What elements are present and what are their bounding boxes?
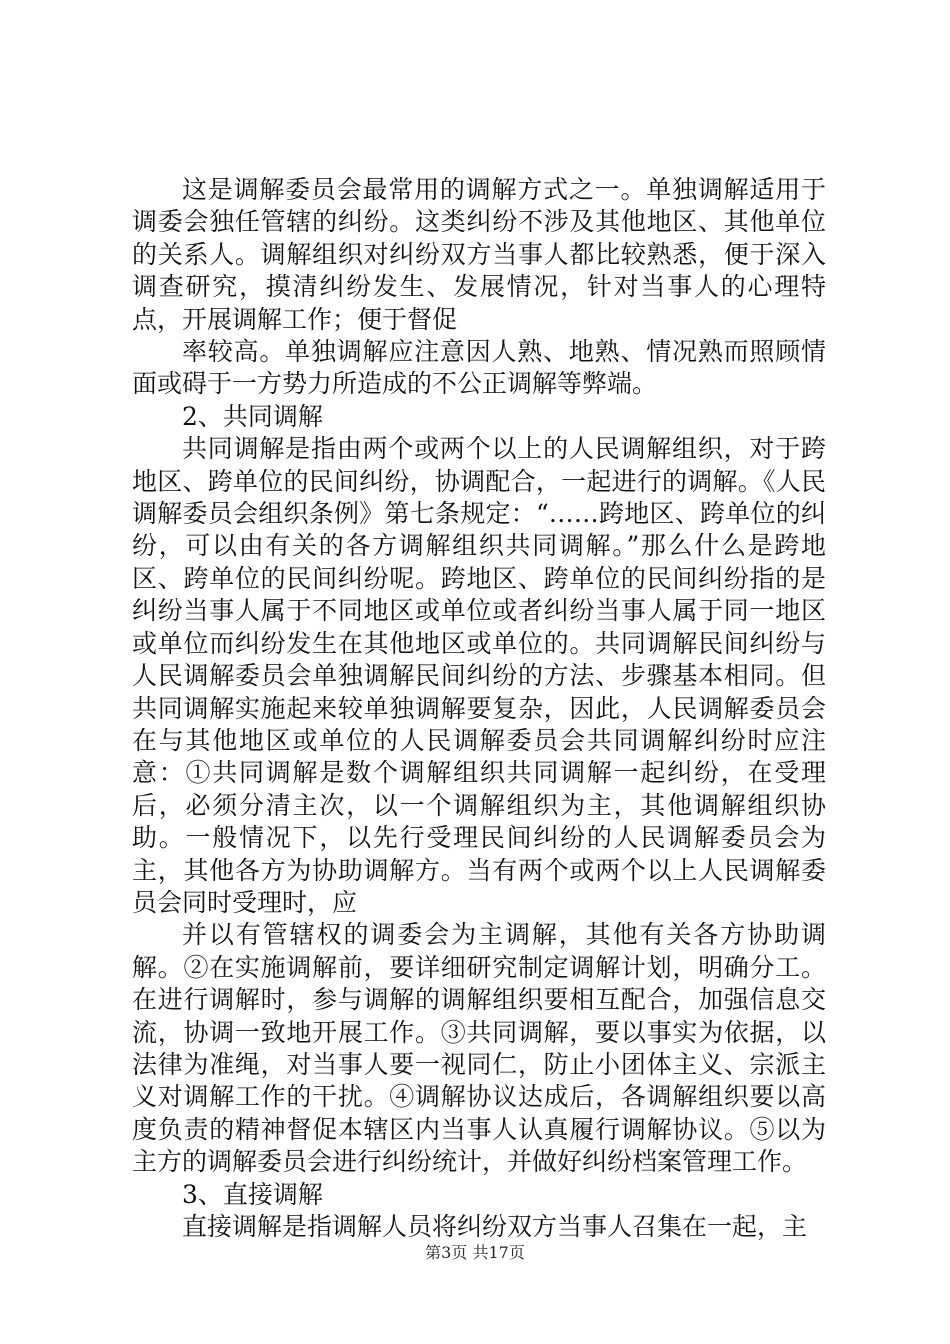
- paragraph-2: 率较高。单独调解应注意因人熟、地熟、情况熟而照顾情面或碍于一方势力所造成的不公正调解等弊端。: [132, 337, 826, 399]
- page-number: 第3页: [425, 1243, 468, 1262]
- document-body: [132, 174, 826, 1243]
- paragraph-3: 共同调解是指由两个或两个以上的人民调解组织，对于跨地区、跨单位的民间纠纷，协调配合，一起进行的调解。《人民调解委员会组织条例》第七条规定：“……跨地区、跨单位的纠纷，可以由有关的各方调解组织共同调解。”那么什么是跨地区、跨单位的民间纠纷呢。跨地区、跨单位的民间纠纷指的是纠纷当事人属于不同地区或单位或者纠纷当事人属于同一地区或单位而纠纷发生在其他地区或单位的。共同调解民间纠纷与人民调解委员会单独调解民间纠纷的方法、步骤基本相同。但共同调解实施起来较单独调解要复杂，因此，人民调解委员会在与其他地区或单位的人民调解委员会共同调解纠纷时应注意：①共同调解是数个调解组织共同调解一起纠纷，在受理后，必须分清主次，以一个调解组织为主，其他调解组织协助。一般情况下，以先行受理民间纠纷的人民调解委员会为主，其他各方为协助调解方。当有两个或两个以上人民调解委员会同时受理时，应: [132, 434, 826, 917]
- page-total: 共17页: [472, 1243, 525, 1262]
- paragraph-4: 并以有管辖权的调委会为主调解，其他有关各方协助调解。②在实施调解前，要详细研究制定调解计划，明确分工。在进行调解时，参与调解的调解组织要相互配合，加强信息交流，协调一致地开展工作。③共同调解，要以事实为依据，以法律为准绳，对当事人要一视同仁，防止小团体主义、宗派主义对调解工作的干扰。④调解协议达成后，各调解组织要以高度负责的精神督促本辖区内当事人认真履行调解协议。⑤以为主方的调解委员会进行纠纷统计，并做好纠纷档案管理工作。: [132, 920, 826, 1177]
- section-heading-joint-mediation: 2、共同调解: [182, 401, 323, 431]
- paragraph-1: 这是调解委员会最常用的调解方式之一。单独调解适用于调委会独任管辖的纠纷。这类纠纷不涉及其他地区、其他单位的关系人。调解组织对纠纷双方当事人都比较熟悉，便于深入调查研究，摸清纠纷发生、发展情况，针对当事人的心理特点，开展调解工作；便于督促: [132, 175, 826, 334]
- page-footer: [0, 1240, 950, 1263]
- section-heading-direct-mediation: 3、直接调解: [182, 1179, 323, 1209]
- paragraph-5: 直接调解是指调解人员将纠纷双方当事人召集在一起，主: [182, 1212, 808, 1241]
